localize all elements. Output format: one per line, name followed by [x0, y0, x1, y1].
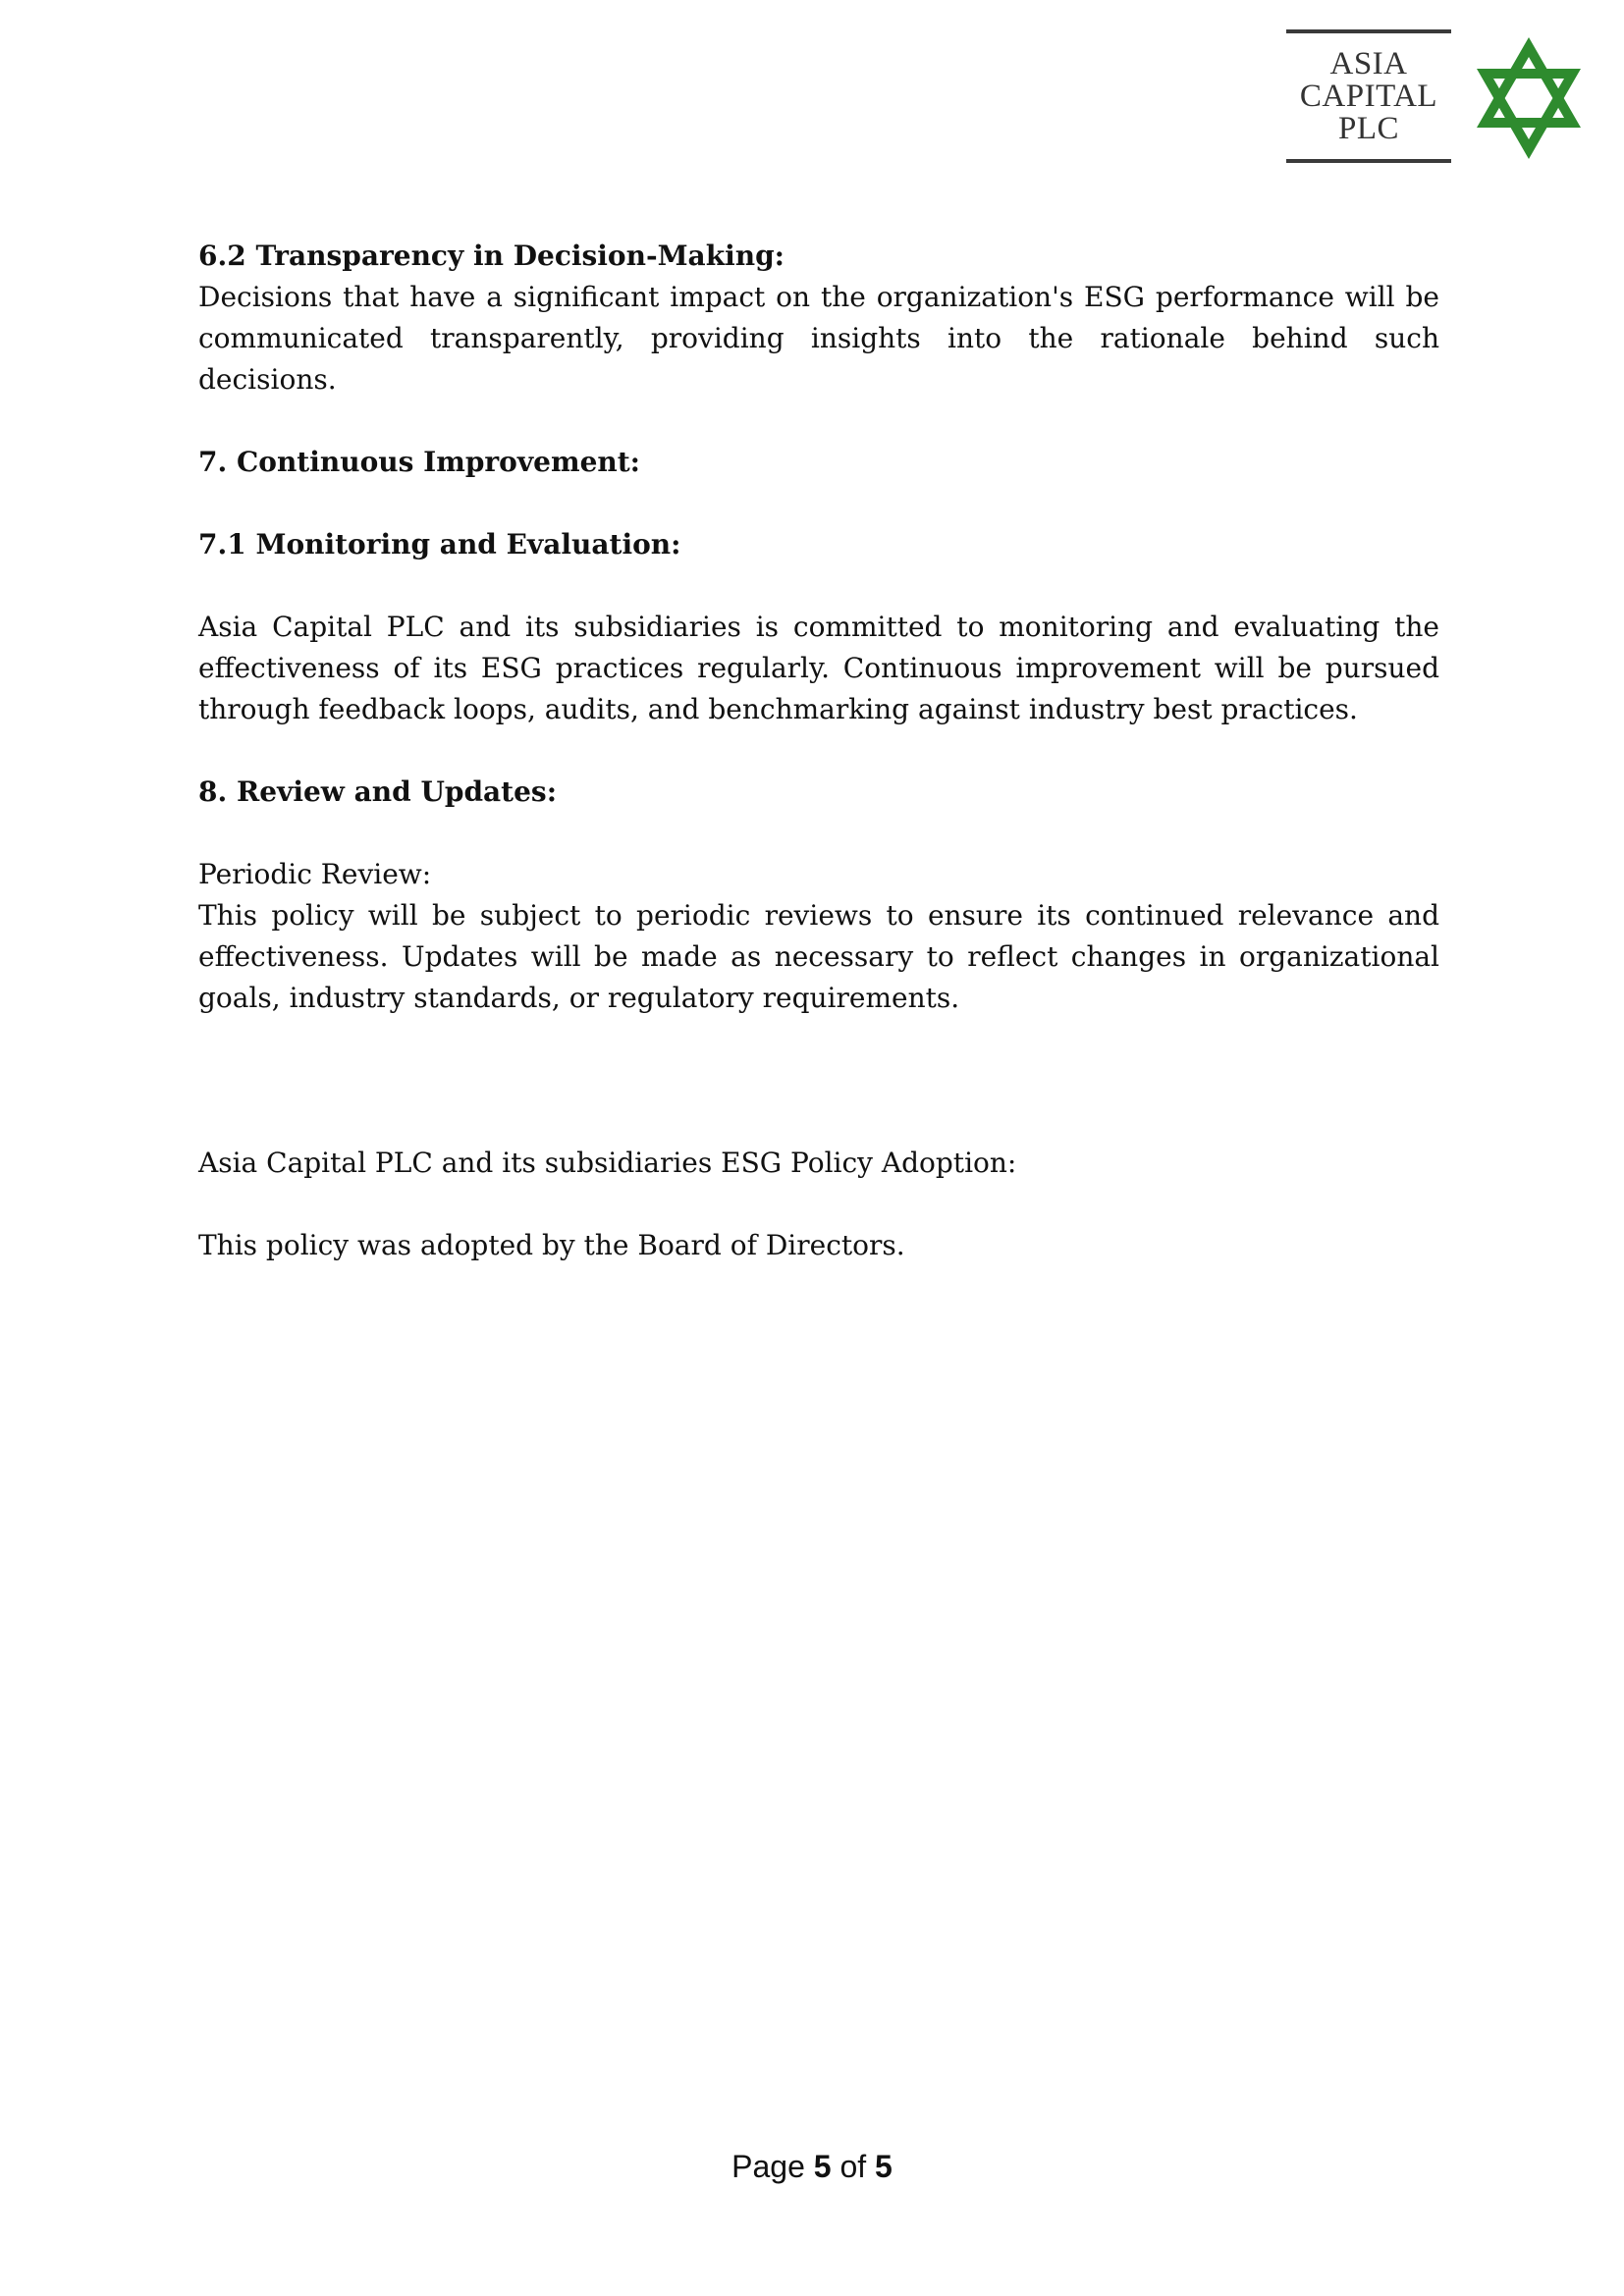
logo-text-line-2: CAPITAL	[1299, 78, 1438, 114]
logo-text-line-1: ASIA	[1329, 45, 1408, 81]
current-page-number: 5	[813, 2149, 832, 2184]
section-8-heading: 8. Review and Updates:	[198, 775, 558, 808]
section-6-2-body: Decisions that have a significant impact on the organization's ESG performance will be communicated transparently, providing insights into the rationale behind such decisions.	[198, 281, 1439, 396]
policy-adoption-statement: This policy was adopted by the Board of Directors.	[198, 1229, 905, 1261]
page-number-footer	[0, 2148, 1624, 2185]
section-7-1-body: Asia Capital PLC and its subsidiaries is committed to monitoring and evaluating the effectiveness of its ESG practices regularly. Continuous improvement will be pursued through feedback loops, audits, and benchmarking against industry best practices.	[198, 611, 1439, 725]
total-page-number: 5	[875, 2149, 893, 2184]
periodic-review-label: Periodic Review:	[198, 858, 432, 890]
section-7-heading: 7. Continuous Improvement:	[198, 446, 641, 478]
page-of-label: of	[839, 2149, 867, 2184]
page-label: Page	[731, 2149, 805, 2184]
document-body	[198, 236, 1439, 1266]
company-logo	[1286, 29, 1600, 167]
logo-wordmark	[1286, 29, 1451, 163]
star-icon	[1471, 35, 1587, 161]
logo-text-line-3: PLC	[1337, 110, 1400, 146]
policy-adoption-title: Asia Capital PLC and its subsidiaries ESG Policy Adoption:	[198, 1147, 1017, 1179]
section-6-2-heading: 6.2 Transparency in Decision-Making:	[198, 240, 785, 272]
section-8-body: This policy will be subject to periodic reviews to ensure its continued relevance and effectiveness. Updates will be made as necessary to reflect changes in organizational goals, industry standards, or regulatory requirements.	[198, 899, 1439, 1014]
section-7-1-heading: 7.1 Monitoring and Evaluation:	[198, 528, 681, 561]
